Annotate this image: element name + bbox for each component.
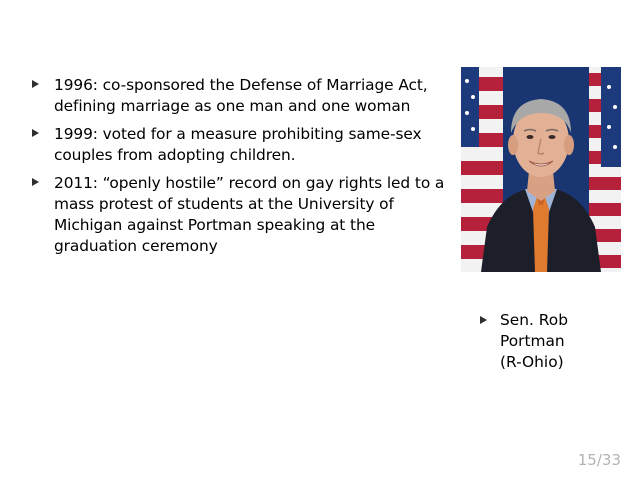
portrait-caption <box>480 310 600 373</box>
caption-line: Portman <box>500 332 565 350</box>
bullet-list <box>32 75 452 257</box>
bullet-text: 2011: “openly hostile” record on gay rights led to a mass protest of students at the University of Michigan against Portman speaking at the graduation ceremony <box>54 174 445 255</box>
caption-item <box>480 310 600 373</box>
triangle-right-icon <box>480 316 487 324</box>
list-item <box>32 75 452 117</box>
page-number: 15/33 <box>577 451 621 469</box>
bullet-column <box>32 75 452 264</box>
triangle-right-icon <box>32 80 39 88</box>
senator-portrait <box>461 67 621 272</box>
list-item <box>32 124 452 166</box>
triangle-right-icon <box>32 129 39 137</box>
caption-line: (R-Ohio) <box>500 353 564 371</box>
triangle-right-icon <box>32 178 39 186</box>
list-item <box>32 173 452 257</box>
caption-line: Sen. Rob <box>500 311 568 329</box>
bullet-text: 1996: co-sponsored the Defense of Marriage Act, defining marriage as one man and one woman <box>54 76 428 115</box>
bullet-text: 1999: voted for a measure prohibiting same-sex couples from adopting children. <box>54 125 422 164</box>
